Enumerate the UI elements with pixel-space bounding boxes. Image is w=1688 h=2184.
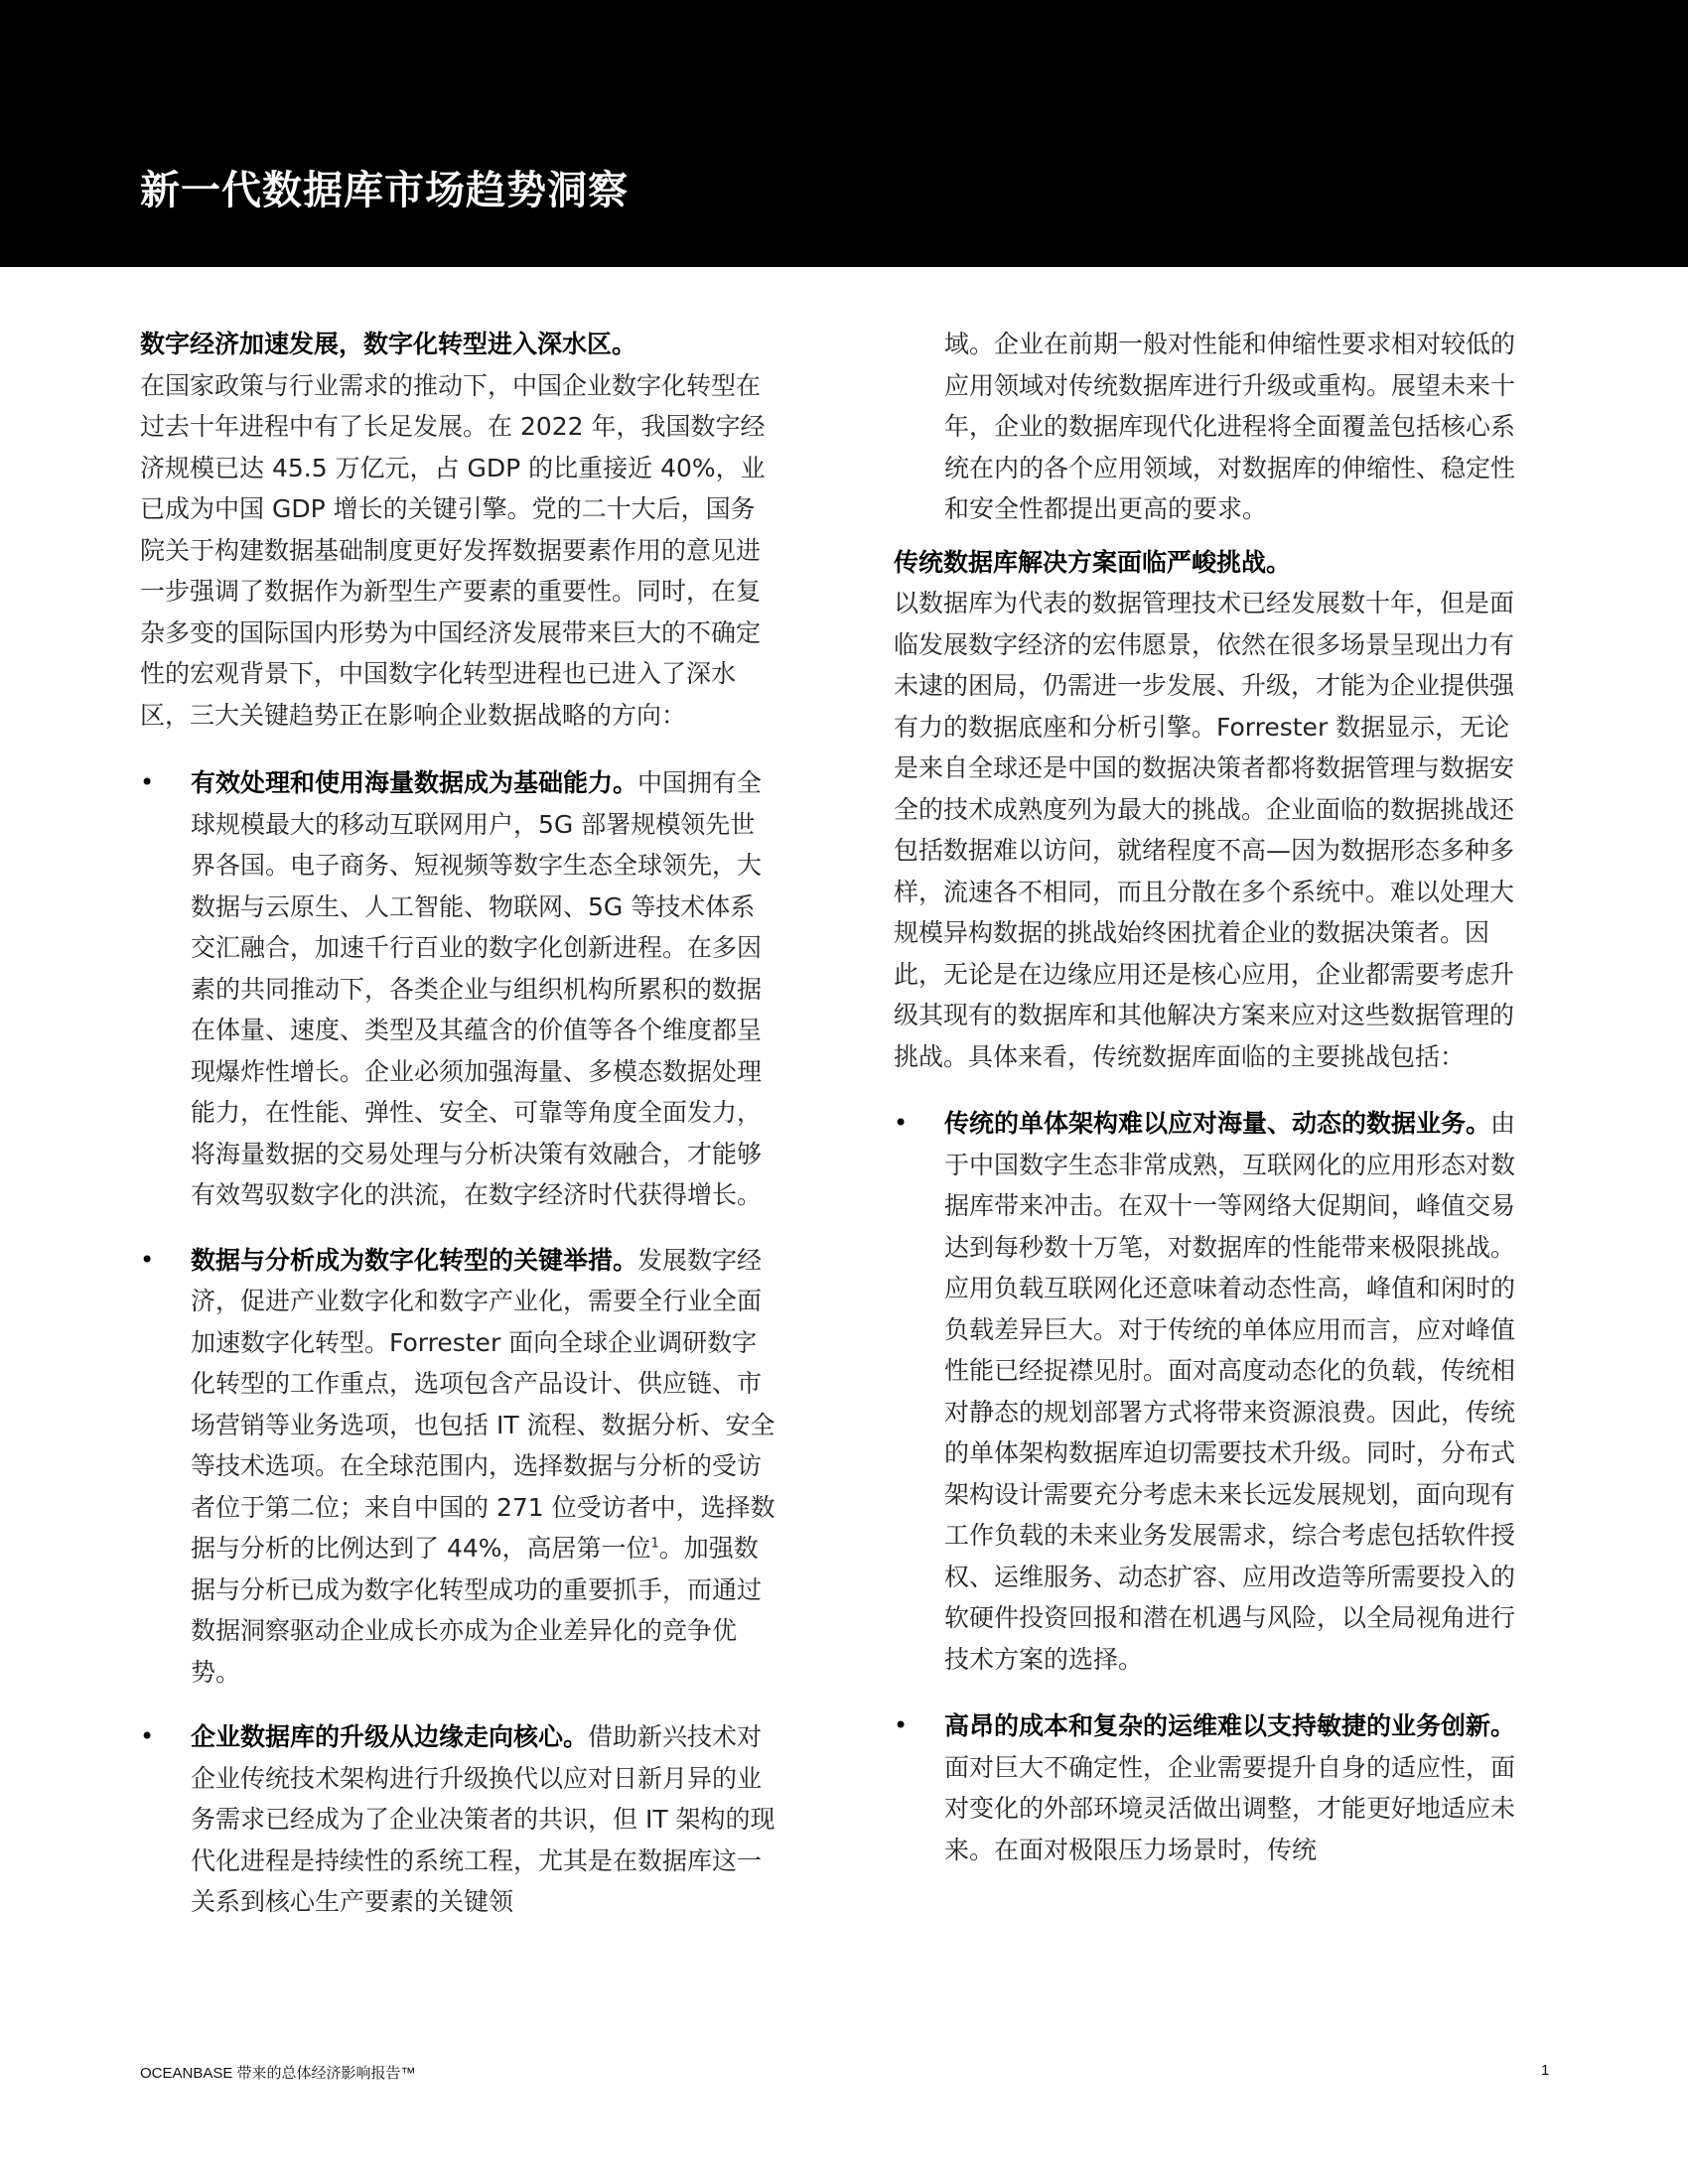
challenge-list: [894, 1103, 1529, 1870]
list-item: [140, 1716, 775, 1923]
list-item-text: 借助新兴技术对企业传统技术架构进行升级换代以应对日新月异的业务需求已经成为了企业决策者的共识，但 IT 架构的现代化进程是持续性的系统工程，尤其是在数据库这一关系到核心生产要素的关键领: [191, 1722, 775, 1916]
bullet-icon: •: [140, 1245, 155, 1274]
footer-report-title: OCEANBASE 带来的总体经济影响报告™: [140, 2065, 416, 2082]
list-item-text: 发展数字经济，促进产业数字化和数字产业化，需要全行业全面加速数字化转型。Forrester 面向全球企业调研数字化转型的工作重点，选项包含产品设计、供应链、市场营销等业务选项，也包括 IT 流程、数据分析、安全等技术选项。在全球范围内，选择数据与分析的受访者位于第二位；来自中国的 271 位受访者中，选择数据与分析的比例达到了 44%，高居第一位: [191, 1245, 775, 1563]
header-bar: [0, 0, 1688, 267]
list-item-heading: 数据与分析成为数字化转型的关键举措。: [191, 1245, 638, 1275]
list-item: [894, 1706, 1529, 1870]
list-item: [140, 1240, 775, 1694]
footnote-ref[interactable]: 1: [650, 1536, 659, 1552]
section-heading: 数字经济加速发展，数字化转型进入深水区。: [140, 330, 637, 358]
right-column: [894, 324, 1529, 1870]
list-item-text: 。加强数据与分析已成为数字化转型成功的重要抓手，而通过数据洞察驱动企业成长亦成为企业差异化的竞争优势。: [191, 1534, 763, 1687]
list-item-text: 中国拥有全球规模最大的移动互联网用户，5G 部署规模领先世界各国。电子商务、短视频等数字生态全球领先，大数据与云原生、人工智能、物联网、5G 等技术体系交汇融合，加速千行百业的数字化创新进程。在多因素的共同推动下，各类企业与组织机构所累积的数据在体量、速度、类型及其蕴含的价值等各个维度都呈现爆炸性增长。企业必须加强海量、多模态数据处理能力，在性能、弹性、安全、可靠等角度全面发力，将海量数据的交易处理与分析决策有效融合，才能够有效驾驭数字化的洪流，在数字经济时代获得增长。: [191, 768, 763, 1209]
list-item-heading: 传统的单体架构难以应对海量、动态的数据业务。: [944, 1109, 1491, 1138]
list-item-heading: 高昂的成本和复杂的运维难以支持敏捷的业务创新。: [944, 1711, 1516, 1740]
trend-list: [140, 762, 775, 1923]
page-number: 1: [1541, 2062, 1550, 2079]
bullet-icon: •: [140, 1722, 155, 1750]
bullet-icon: •: [140, 768, 155, 796]
section-paragraph: 在国家政策与行业需求的推动下，中国企业数字化转型在过去十年进程中有了长足发展。在 2022 年，我国数字经济规模已达 45.5 万亿元，占 GDP 的比重接近 40%，业已成为中国 GDP 增长的关键引擎。党的二十大后，国务院关于构建数据基础制度更好发挥数据要素作用的意见进一步强调了数据作为新型生产要素的重要性。同时，在复杂多变的国际国内形势为中国经济发展带来巨大的不确定性的宏观背景下，中国数字化转型进程也已进入了深水区，三大关键趋势正在影响企业数据战略的方向：: [140, 370, 766, 730]
page-title: 新一代数据库市场趋势洞察: [140, 168, 629, 213]
list-item: [140, 762, 775, 1216]
list-item-text: 面对巨大不确定性，企业需要提升自身的适应性，面对变化的外部环境灵活做出调整，才能更好地适应未来。在面对极限压力场景时，传统: [944, 1752, 1516, 1864]
bullet-icon: •: [894, 1109, 909, 1137]
bullet-icon: •: [894, 1711, 909, 1739]
continued-paragraph: 域。企业在前期一般对性能和伸缩性要求相对较低的应用领域对传统数据库进行升级或重构。展望未来十年，企业的数据库现代化进程将全面覆盖包括核心系统在内的各个应用领域，对数据库的伸缩性、稳定性和安全性都提出更高的要求。: [944, 330, 1516, 523]
list-item: [894, 1103, 1529, 1680]
list-item-heading: 企业数据库的升级从边缘走向核心。: [191, 1722, 589, 1751]
list-item-text: 由于中国数字生态非常成熟，互联网化的应用形态对数据库带来冲击。在双十一等网络大促期间，峰值交易达到每秒数十万笔，对数据库的性能带来极限挑战。应用负载互联网化还意味着动态性高，峰值和闲时的负载差异巨大。对于传统的单体应用而言，应对峰值性能已经捉襟见肘。面对高度动态化的负载，传统相对静态的规划部署方式将带来资源浪费。因此，传统的单体架构数据库迫切需要技术升级。同时，分布式架构设计需要充分考虑未来长远发展规划，面向现有工作负载的未来业务发展需求，综合考虑包括软件授权、运维服务、动态扩容、应用改造等所需要投入的软硬件投资回报和潜在机遇与风险，以全局视角进行技术方案的选择。: [944, 1109, 1516, 1674]
left-column: [140, 324, 775, 1923]
section-paragraph: 以数据库为代表的数据管理技术已经发展数十年，但是面临发展数字经济的宏伟愿景，依然在很多场景呈现出力有未逮的困局，仍需进一步发展、升级，才能为企业提供强有力的数据底座和分析引擎。Forrester 数据显示，无论是来自全球还是中国的数据决策者都将数据管理与数据安全的技术成熟度列为最大的挑战。企业面临的数据挑战还包括数据难以访问，就绪程度不高—因为数据形态多种多样，流速各不相同，而且分散在多个系统中。难以处理大规模异构数据的挑战始终困扰着企业的数据决策者。因此，无论是在边缘应用还是核心应用，企业都需要考虑升级其现有的数据库和其他解决方案来应对这些数据管理的挑战。具体来看，传统数据库面临的主要挑战包括：: [894, 589, 1515, 1071]
list-item-heading: 有效处理和使用海量数据成为基础能力。: [191, 768, 638, 797]
section-heading: 传统数据库解决方案面临严峻挑战。: [894, 547, 1292, 577]
